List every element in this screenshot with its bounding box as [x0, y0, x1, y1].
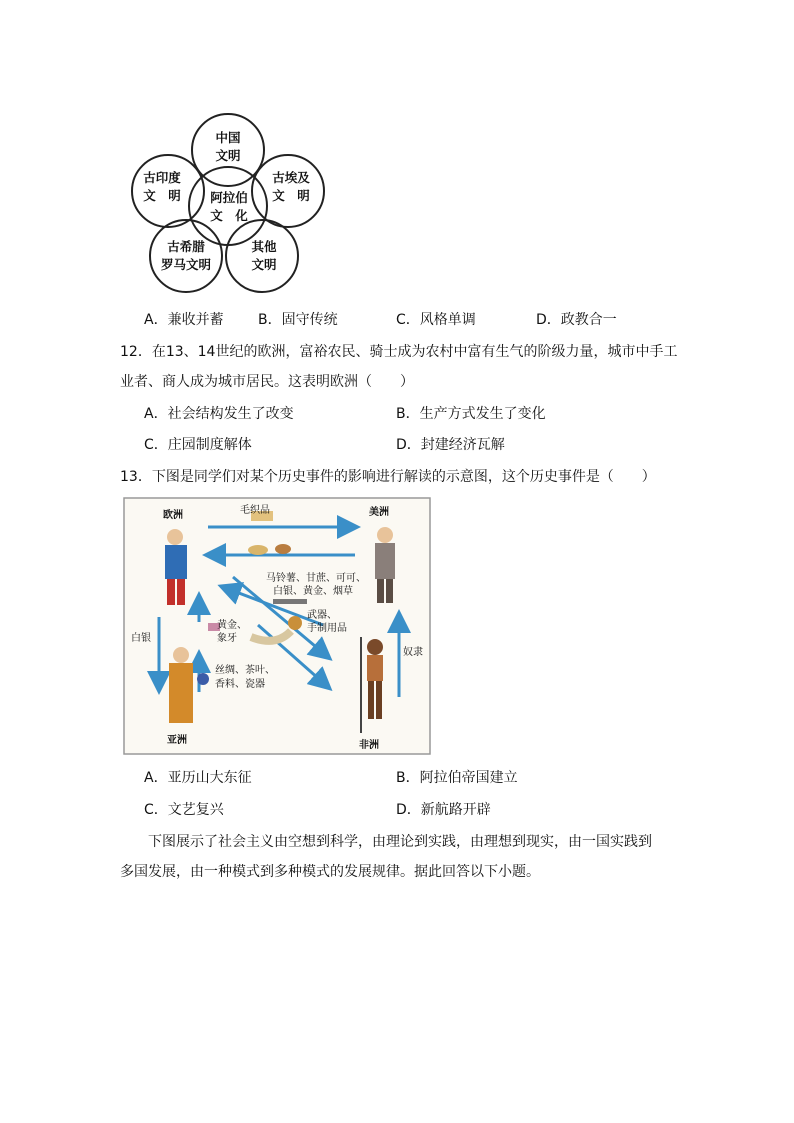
- label-slaves: 奴隶: [403, 647, 423, 658]
- label-africa: 非洲: [359, 740, 379, 751]
- circle-other: [226, 220, 298, 292]
- label-arab-1: 阿拉伯: [210, 190, 248, 205]
- label-other-1: 其他: [251, 239, 277, 254]
- civilization-circles-diagram: [128, 108, 328, 303]
- label-wool: 毛织品: [240, 505, 270, 516]
- label-egypt-2: 文 明: [272, 188, 310, 203]
- label-weapons-2: 手制用品: [307, 623, 347, 634]
- q12-option-c: C．庄园制度解体: [144, 437, 252, 453]
- q11-option-d: D．政教合一: [536, 312, 617, 328]
- label-greece-2: 罗马文明: [160, 257, 212, 272]
- circle-greece: [150, 220, 222, 292]
- label-india-2: 文 明: [143, 188, 181, 203]
- q11-option-a: A．兼收并蓄: [144, 312, 224, 328]
- q12-option-a: A．社会结构发生了改变: [144, 406, 294, 422]
- label-silk-1: 丝绸、茶叶、: [215, 665, 275, 676]
- label-india-1: 古印度: [143, 170, 181, 185]
- label-crops-2: 白银、黄金、烟草: [273, 586, 353, 597]
- label-china-1: 中国: [215, 130, 241, 145]
- intro-line1: 下图展示了社会主义由空想到科学，由理论到实践，由理想到现实，由一国实践到: [148, 834, 652, 850]
- label-europe: 欧洲: [163, 510, 183, 521]
- label-america: 美洲: [369, 507, 389, 518]
- label-asia: 亚洲: [167, 735, 187, 746]
- q13-stem: 13．下图是同学们对某个历史事件的影响进行解读的示意图，这个历史事件是（ ）: [120, 469, 656, 485]
- label-silk-2: 香料、瓷器: [215, 679, 265, 690]
- q13-option-c: C．文艺复兴: [144, 802, 224, 818]
- trade-routes-illustration: [123, 497, 431, 755]
- label-gold-1: 黄金、: [217, 620, 247, 631]
- label-crops-1: 马铃薯、甘蔗、可可、: [266, 573, 366, 584]
- label-other-2: 文明: [251, 257, 277, 272]
- label-gold-2: 象牙: [217, 633, 237, 644]
- q12-stem-line2: 业者、商人成为城市居民。这表明欧洲（ ）: [120, 374, 414, 390]
- q12-option-d: D．封建经济瓦解: [396, 437, 505, 453]
- q11-option-c: C．风格单调: [396, 312, 476, 328]
- q13-option-a: A．亚历山大东征: [144, 770, 252, 786]
- label-arab-2: 文 化: [210, 208, 248, 223]
- q13-option-b: B．阿拉伯帝国建立: [396, 770, 518, 786]
- intro-line2: 多国发展，由一种模式到多种模式的发展规律。据此回答以下小题。: [120, 864, 540, 880]
- label-weapons-1: 武器、: [307, 610, 337, 621]
- q13-option-d: D．新航路开辟: [396, 802, 491, 818]
- label-egypt-1: 古埃及: [272, 170, 310, 185]
- q12-stem-line1: 12．在13、14世纪的欧洲，富裕农民、骑士成为农村中富有生气的阶级力量，城市中手工: [120, 344, 678, 360]
- label-silver: 白银: [131, 633, 151, 644]
- q12-option-b: B．生产方式发生了变化: [396, 406, 546, 422]
- q11-option-b: B．固守传统: [258, 312, 338, 328]
- label-greece-1: 古希腊: [167, 239, 205, 254]
- label-china-2: 文明: [215, 148, 241, 163]
